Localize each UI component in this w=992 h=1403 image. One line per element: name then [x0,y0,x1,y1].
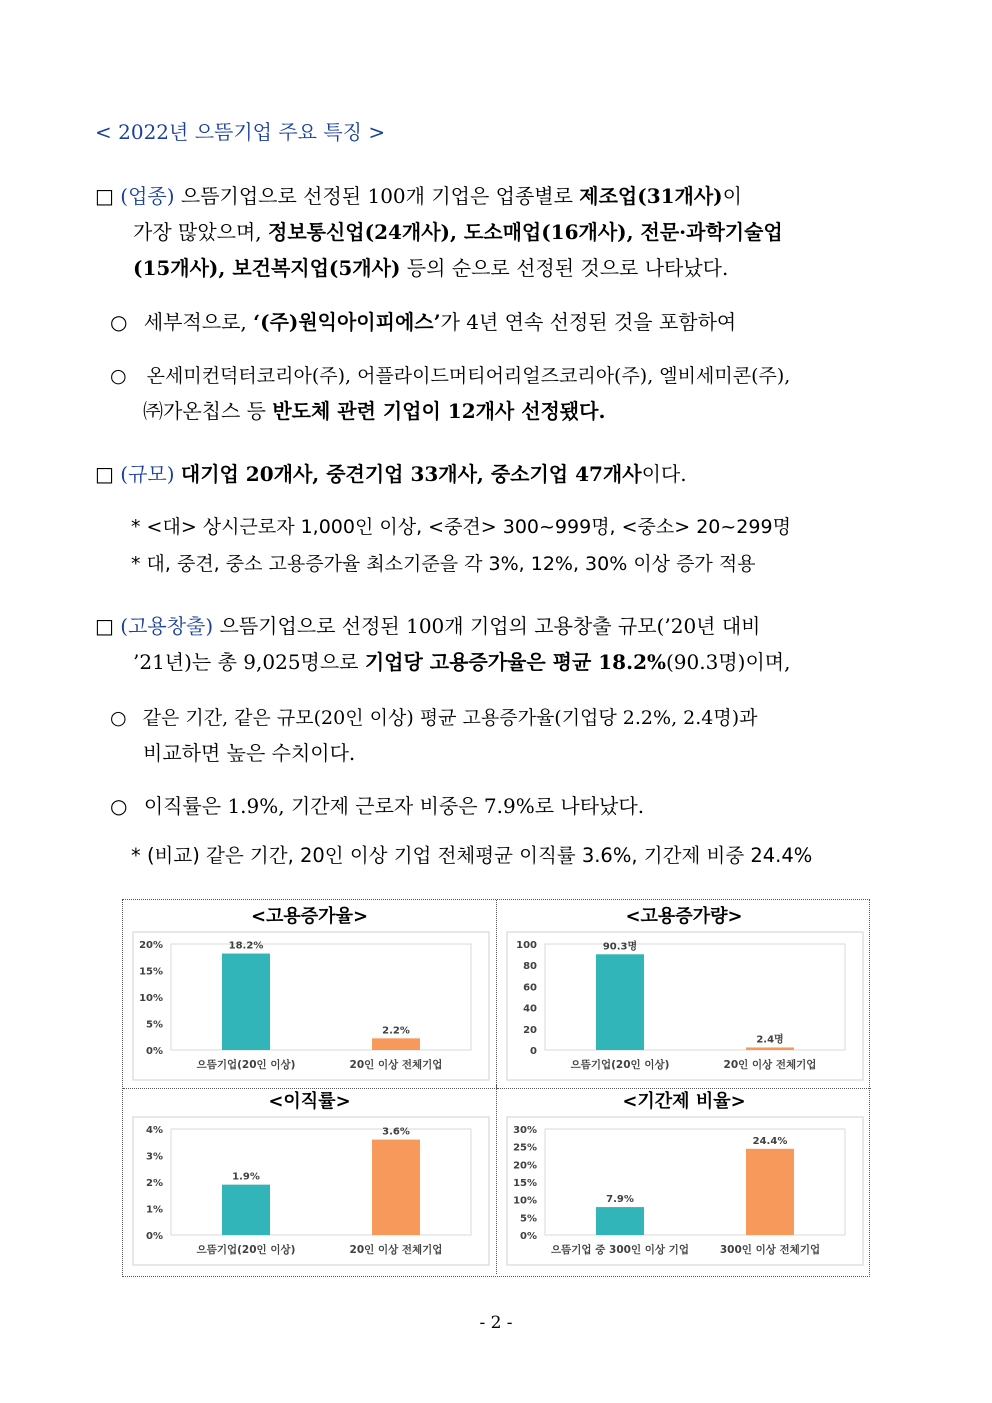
y-tick-label: 10% [513,1195,537,1207]
industry-highlight: (15개사), 보건복지업(5개사) [133,256,401,280]
data-label: 24.4% [752,1135,788,1147]
chart-turnover [123,1085,497,1274]
employment-line2 [133,644,790,681]
y-tick-label: 0% [146,1046,163,1057]
scale-highlight: 대기업 20개사, 중견기업 33개사, 중소기업 47개사 [180,462,642,486]
industry-highlight: 정보통신업(24개사), 도소매업(16개사), 전문·과학기술업 [268,220,783,244]
chart-title: <기간제 비율> [622,1091,746,1112]
y-tick-label: 25% [513,1142,537,1154]
chart-cell-employment-count [497,900,871,1089]
chart-employment-count [497,900,871,1089]
industry-text: 등의 순으로 선정된 것으로 나타났다. [400,256,729,280]
chart-frame [133,1117,489,1265]
chart-cell-turnover [123,1085,497,1274]
y-tick-label: 5% [146,1019,163,1031]
category-label: 300인 이상 전체기업 [719,1244,821,1256]
category-label: 으뜸기업(20인 이상) [196,1244,296,1256]
industry-bullet-2-line2 [143,395,605,424]
y-tick-label: 20% [139,940,163,951]
bullet-marker: ○ [110,365,127,387]
y-tick-label: 2% [146,1178,163,1189]
y-tick-label: 15% [513,1178,537,1189]
scale-section [95,456,687,493]
y-tick-label: 80 [523,961,537,973]
section-marker: □ [95,184,114,208]
y-tick-label: 4% [146,1125,163,1136]
bullet-marker: ○ [110,707,127,729]
data-label: 7.9% [606,1194,634,1206]
industry-text: 가장 많았으며, [133,220,268,244]
category-label: 20인 이상 전체기업 [349,1244,443,1256]
chart-fixed-term [497,1085,871,1274]
industry-line2 [133,214,783,251]
bar [746,1149,794,1235]
category-label: 으뜸기업 중 300인 이상 기업 [551,1244,689,1256]
bullet-text: 이직률은 1.9%, 기간제 근로자 비중은 7.9%로 나타났다. [143,794,645,818]
bullet-marker: ○ [110,794,128,818]
y-tick-label: 40 [523,1003,537,1015]
bullet-highlight: ‘(주)원익아이피에스’ [253,310,441,334]
bar [596,954,644,1050]
y-tick-label: 30% [513,1125,537,1136]
employment-tag: (고용창출) [120,614,214,638]
data-label: 18.2% [228,940,264,952]
y-tick-label: 60 [523,982,537,994]
chart-title: <이직률> [268,1091,351,1112]
bullet-highlight: 반도체 관련 기업이 12개사 선정됐다. [272,399,606,423]
y-tick-label: 15% [139,966,163,978]
data-label: 90.3명 [602,941,638,953]
chart-frame [507,932,863,1080]
scale-note-1: * <대> 상시근로자 1,000인 이상, <중견> 300~999명, <중소> 20~299명 [131,516,791,538]
bar [222,954,270,1050]
employment-text: ’21년)는 총 9,025명으로 [133,650,365,674]
employment-bullet-2 [110,790,644,819]
employment-section [95,608,760,645]
bar [596,1207,644,1235]
chart-cell-employment-rate [123,900,497,1089]
section-marker: □ [95,462,114,486]
bullet-text: 세부적으로, [143,310,254,334]
chart-title: <고용증가량> [625,906,743,927]
chart-title: <고용증가율> [250,906,369,927]
employment-note: * (비교) 같은 기간, 20인 이상 기업 전체평균 이직률 3.6%, 기간제 비중 24.4% [131,844,813,867]
employment-bullet-1-line2: 비교하면 높은 수치이다. [143,741,356,765]
industry-section [95,178,742,215]
page-number: - 2 - [479,1313,513,1333]
industry-tag: (업종) [120,184,175,208]
chart-frame [133,932,489,1080]
employment-text: (90.3명)이며, [665,650,791,674]
y-tick-label: 5% [520,1213,537,1225]
bullet-text: 가 4년 연속 선정된 것을 포함하여 [440,310,737,334]
y-tick-label: 100 [516,940,537,951]
chart-employment-rate [123,900,497,1089]
scale-tag: (규모) [120,462,175,486]
y-tick-label: 0% [146,1231,163,1242]
industry-line3 [133,250,728,287]
category-label: 으뜸기업(20인 이상) [570,1059,670,1071]
scale-text: 이다. [641,462,687,486]
chart-cell-fixed-term [497,1085,871,1274]
section-marker: □ [95,614,114,638]
industry-bullet-2 [110,361,790,388]
y-tick-label: 20% [513,1160,537,1172]
bullet-marker: ○ [110,310,128,334]
employment-text: 으뜸기업으로 선정된 100개 기업의 고용창출 규모(’20년 대비 [219,614,761,638]
y-tick-label: 20 [523,1024,537,1036]
bar [372,1140,420,1235]
category-label: 20인 이상 전체기업 [349,1059,443,1071]
y-tick-label: 10% [139,993,163,1004]
chart-grid [122,899,870,1277]
page-title: < 2022년 으뜸기업 주요 특징 > [95,120,386,144]
employment-highlight: 기업당 고용증가율은 평균 18.2% [364,650,666,674]
y-tick-label: 0% [520,1231,537,1242]
bar [372,1038,420,1050]
data-label: 1.9% [232,1171,260,1183]
category-label: 20인 이상 전체기업 [723,1059,817,1071]
y-tick-label: 3% [146,1151,163,1163]
industry-bullet-1 [110,306,736,335]
industry-highlight: 제조업(31개사) [579,184,723,208]
scale-note-2: * 대, 중견, 중소 고용증가율 최소기준을 각 3%, 12%, 30% 이상 증가 적용 [131,553,756,575]
data-label: 2.4명 [756,1034,784,1046]
y-tick-label: 0 [530,1046,537,1057]
data-label: 3.6% [382,1126,410,1138]
bar [746,1047,794,1050]
industry-text: 으뜸기업으로 선정된 100개 기업은 업종별로 [180,184,580,208]
bar [222,1185,270,1235]
data-label: 2.2% [382,1025,410,1037]
chart-frame [507,1117,863,1265]
employment-bullet-1 [110,703,758,730]
category-label: 으뜸기업(20인 이상) [196,1059,296,1071]
y-tick-label: 1% [146,1204,163,1216]
industry-text: 이 [722,184,742,208]
bullet-text: 온세미컨덕터코리아(주), 어플라이드머티어리얼즈코리아(주), 엘비세미콘(주), [146,365,791,387]
bullet-text: 같은 기간, 같은 규모(20인 이상) 평균 고용증가율(기업당 2.2%, 2.4명)과 [142,707,758,729]
bullet-text: ㈜가온칩스 등 [143,399,273,423]
